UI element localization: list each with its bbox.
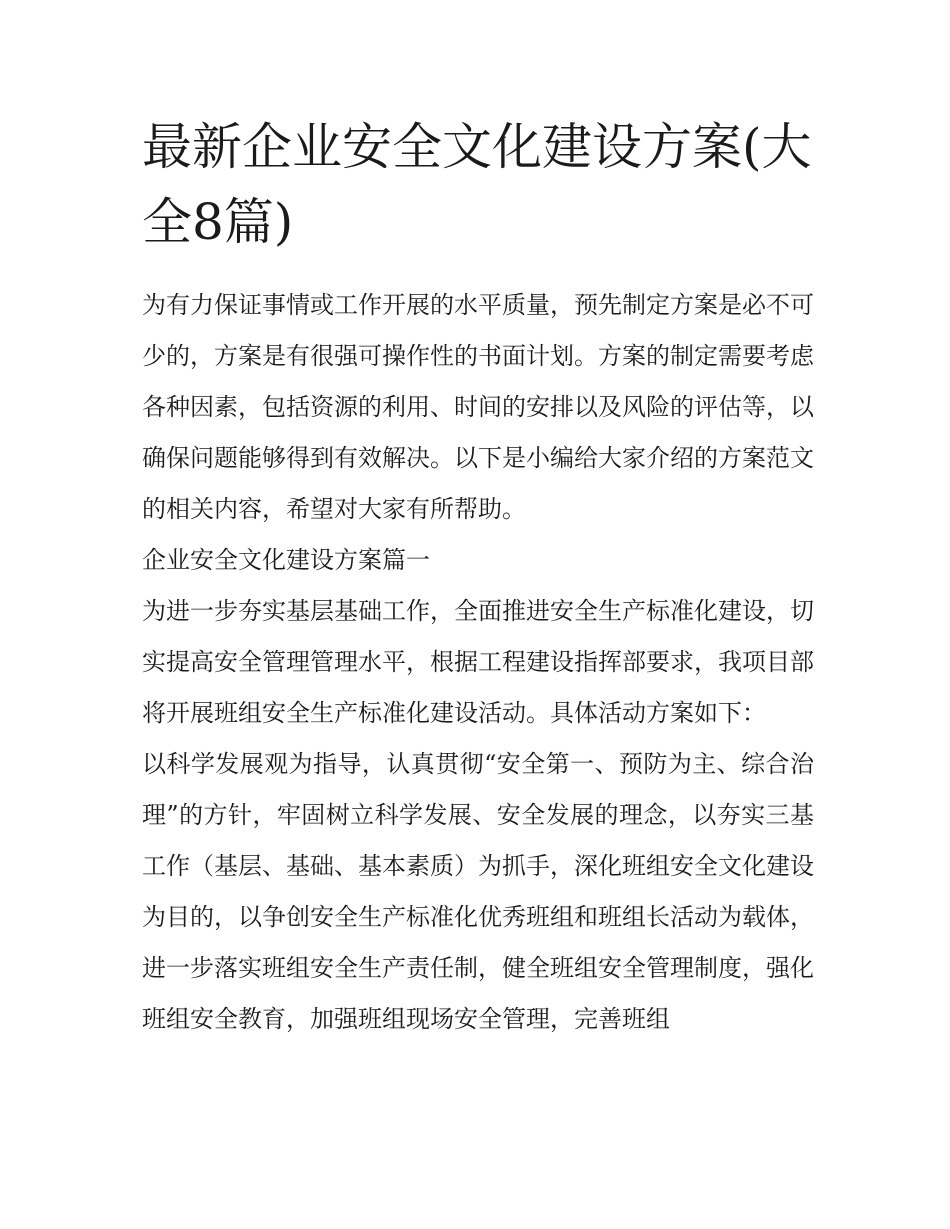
document-page <box>142 110 814 1045</box>
document-title: 最新企业安全文化建设方案(大全8篇) <box>142 118 812 251</box>
intro-paragraph: 为有力保证事情或工作开展的水平质量，预先制定方案是必不可少的，方案是有很强可操作性的书面计划。方案的制定需要考虑各种因素，包括资源的利用、时间的安排以及风险的评估等，以确保问题能够得到有效解决。以下是小编给大家介绍的方案范文的相关内容，希望对大家有所帮助。 <box>142 291 814 523</box>
body-paragraph-1: 为进一步夯实基层基础工作，全面推进安全生产标准化建设，切实提高安全管理管理水平，根据工程建设指挥部要求，我项目部将开展班组安全生产标准化建设活动。具体活动方案如下： <box>142 597 814 727</box>
section-heading: 企业安全文化建设方案篇一 <box>142 546 430 574</box>
body-paragraph-2: 以科学发展观为指导，认真贯彻“安全第一、预防为主、综合治理”的方针，牢固树立科学发展、安全发展的理念，以夯实三基工作（基层、基础、基本素质）为抓手，深化班组安全文化建设为目的，以争创安全生产标准化优秀班组和班组长活动为载体，进一步落实班组安全生产责任制，健全班组安全管理制度，强化班组安全教育，加强班组现场安全管理，完善班组 <box>142 750 814 1033</box>
